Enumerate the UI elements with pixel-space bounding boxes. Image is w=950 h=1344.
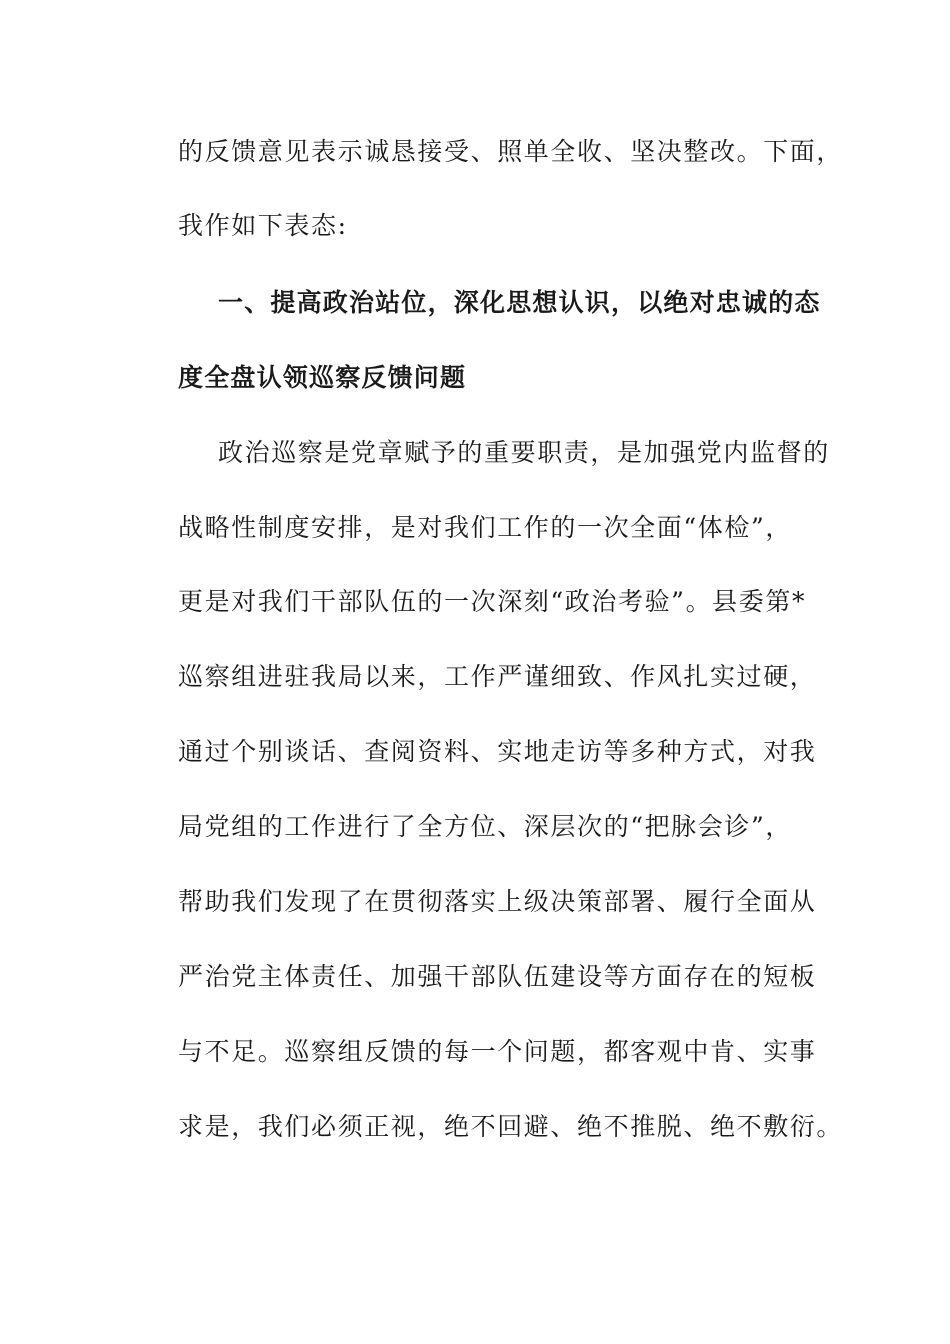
body-line-8: 严治党主体责任、加强干部队伍建设等方面存在的短板 bbox=[178, 962, 817, 991]
body-line-7: 帮助我们发现了在贯彻落实上级决策部署、履行全面从 bbox=[178, 887, 817, 916]
body-line-2: 战略性制度安排，是对我们工作的一次全面“体检”， bbox=[178, 513, 792, 542]
body-line-10: 求是，我们必须正视，绝不回避、绝不推脱、绝不敷衍。 bbox=[178, 1112, 844, 1141]
section-heading-line-1: 一、提高政治站位，深化思想认识，以绝对忠诚的态 bbox=[218, 288, 821, 317]
body-line-6: 局党组的工作进行了全方位、深层次的“把脉会诊”， bbox=[178, 812, 792, 841]
section-heading-line-2: 度全盘认领巡察反馈问题 bbox=[178, 363, 467, 392]
body-line-3: 更是对我们干部队伍的一次深刻“政治考验”。县委第* bbox=[178, 587, 807, 616]
body-line-1: 政治巡察是党章赋予的重要职责，是加强党内监督的 bbox=[218, 438, 830, 467]
intro-line-1: 的反馈意见表示诚恳接受、照单全收、坚决整改。下面， bbox=[178, 137, 844, 166]
body-line-9: 与不足。巡察组反馈的每一个问题，都客观中肯、实事 bbox=[178, 1037, 817, 1066]
body-line-5: 通过个别谈话、查阅资料、实地走访等多种方式，对我 bbox=[178, 737, 817, 766]
body-line-4: 巡察组进驻我局以来，工作严谨细致、作风扎实过硬， bbox=[178, 662, 817, 691]
intro-line-2: 我作如下表态: bbox=[178, 211, 348, 240]
